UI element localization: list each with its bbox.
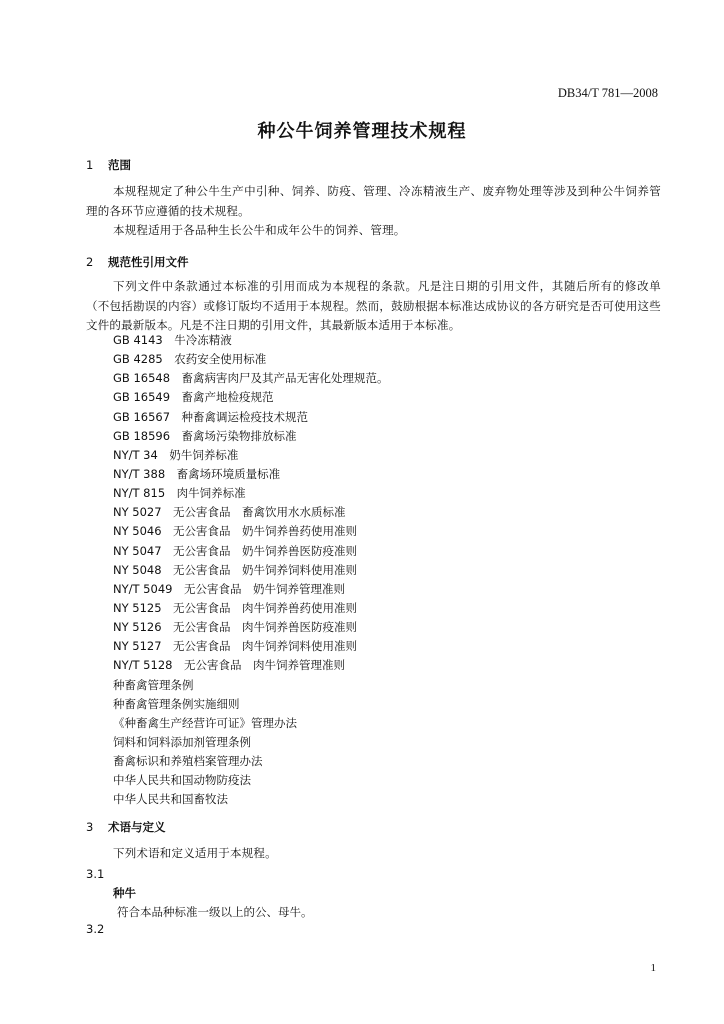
reference-item: NY/T 815 肉牛饲养标准	[113, 486, 246, 501]
term-number: 3.1	[86, 867, 105, 881]
reference-list	[113, 331, 673, 810]
reference-item: GB 16548 畜禽病害肉尸及其产品无害化处理规范。	[113, 371, 389, 386]
section-3-heading	[86, 819, 166, 835]
reference-item: 饲料和饲料添加剂管理条例	[113, 734, 251, 749]
reference-item: NY 5126 无公害食品 肉牛饲养兽医防疫准则	[113, 620, 358, 635]
reference-item: 中华人民共和国畜牧法	[113, 792, 228, 807]
term-definition: 符合本品种标准一级以上的公、母牛。	[117, 905, 313, 919]
reference-item: NY/T 5049 无公害食品 奶牛饲养管理准则	[113, 581, 345, 596]
standard-code: DB34/T 781—2008	[557, 86, 658, 100]
reference-item: NY 5125 无公害食品 肉牛饲养兽药使用准则	[113, 600, 358, 615]
reference-item: GB 16549 畜禽产地检疫规范	[113, 390, 274, 405]
reference-item: 种畜禽管理条例	[113, 677, 194, 692]
section-title: 术语与定义	[108, 820, 166, 834]
page-number: 1	[650, 962, 656, 974]
scope-paragraph: 本规程规定了种公牛生产中引种、饲养、防疫、管理、冷冻精液生产、废弃物处理等涉及到种公牛饲养管理的各环节应遵循的技术规程。	[86, 184, 661, 218]
normative-references-paragraph: 下列文件中条款通过本标准的引用而成为本规程的条款。凡是注日期的引用文件，其随后所有的修改单（不包括勘误的内容）或修订版均不适用于本规程。然而，鼓励根据本标准达成协议的各方研究是否可使用这些文件的最新版本。凡是不注日期的引用文件，其最新版本适用于本标准。	[86, 279, 661, 332]
section-number: 1	[86, 158, 94, 172]
reference-item: NY/T 5128 无公害食品 肉牛饲养管理准则	[113, 658, 345, 673]
section-title: 规范性引用文件	[108, 255, 189, 269]
reference-item: 中华人民共和国动物防疫法	[113, 773, 251, 788]
reference-item: NY 5046 无公害食品 奶牛饲养兽药使用准则	[113, 524, 358, 539]
reference-item: 《种畜禽生产经营许可证》管理办法	[113, 715, 297, 730]
term-number: 3.2	[86, 922, 105, 936]
reference-item: NY/T 34 奶牛饲养标准	[113, 447, 239, 462]
reference-item: GB 16567 种畜禽调运检疫技术规范	[113, 409, 309, 424]
reference-item: NY 5047 无公害食品 奶牛饲养兽医防疫准则	[113, 543, 358, 558]
reference-item: GB 4143 牛冷冻精液	[113, 333, 232, 347]
term-name: 种牛	[113, 886, 136, 900]
reference-item: NY 5048 无公害食品 奶牛饲养饲料使用准则	[113, 562, 358, 577]
reference-item: NY 5027 无公害食品 畜禽饮用水水质标准	[113, 505, 346, 520]
terms-intro-paragraph: 下列术语和定义适用于本规程。	[113, 846, 277, 860]
reference-item: GB 4285 农药安全使用标准	[113, 352, 267, 367]
applicability-paragraph: 本规程适用于各品种生长公牛和成年公牛的饲养、管理。	[113, 223, 406, 237]
section-number: 3	[86, 820, 94, 834]
reference-item: GB 18596 畜禽场污染物排放标准	[113, 428, 297, 443]
reference-item: 种畜禽管理条例实施细则	[113, 696, 240, 711]
reference-item: NY/T 388 畜禽场环境质量标准	[113, 466, 281, 481]
reference-item: 畜禽标识和养殖档案管理办法	[113, 754, 263, 769]
section-title: 范围	[108, 158, 131, 172]
document-title: 种公牛饲养管理技术规程	[257, 121, 467, 142]
section-1-heading	[86, 157, 131, 173]
section-number: 2	[86, 255, 94, 269]
reference-item: NY 5127 无公害食品 肉牛饲养饲料使用准则	[113, 639, 358, 654]
section-2-heading	[86, 254, 189, 270]
